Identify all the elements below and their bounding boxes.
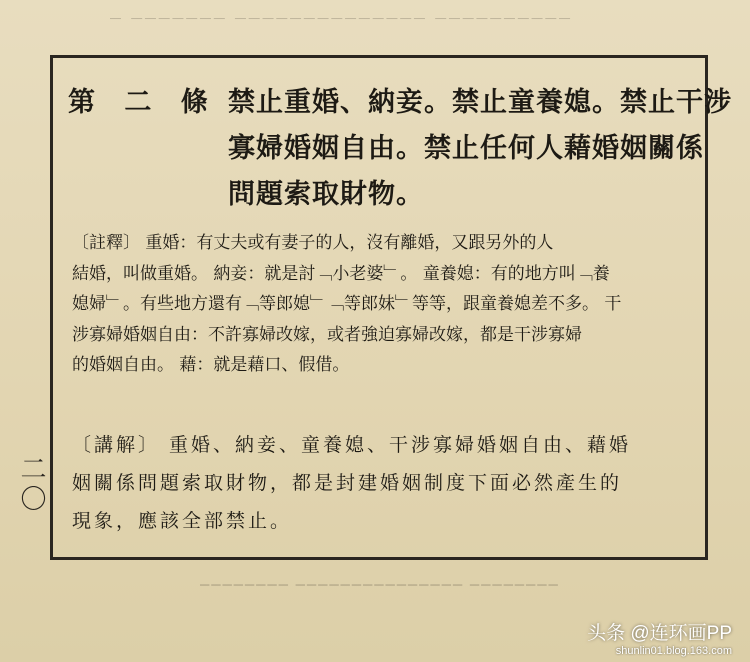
annotation-line: 的婚姻自由。 藉：就是藉口、假借。	[72, 355, 350, 375]
article-line: 寡婦婚姻自由。禁止任何人藉婚姻關係	[228, 133, 704, 164]
article-number: 第 二 條	[68, 87, 218, 118]
annotation-line: 媳婦﹂。有些地方還有﹁等郎媳﹂﹁等郎妹﹂等等，跟童養媳差不多。 干	[72, 294, 622, 314]
annotation-line: 結婚，叫做重婚。 納妾：就是討﹁小老婆﹂。 童養媳：有的地方叫﹁養	[72, 263, 610, 284]
article-text	[228, 80, 732, 218]
explanation-line: 現象，應該全部禁止。	[72, 510, 293, 532]
watermark-brand: 头条 @连环画PP	[587, 623, 732, 644]
annotation-line: 〔註釋〕 重婚：有丈夫或有妻子的人，沒有離婚，又跟另外的人	[72, 233, 554, 253]
annotation-line: 涉寡婦婚姻自由：不許寡婦改嫁，或者強迫寡婦改嫁，都是干涉寡婦	[72, 324, 582, 345]
watermark-url: shunlin01.blog.163.com	[615, 645, 732, 657]
bleed-through-text-bottom: ▁▁▁▁▁▁▁▁ ▁▁▁▁▁▁▁▁▁▁▁▁▁▁▁ ▁▁▁▁▁▁▁▁	[200, 572, 560, 586]
bleed-through-text-top: ▔ ▔▔▔▔▔▔▔ ▔▔▔▔▔▔▔▔▔▔▔▔▔▔ ▔▔▔▔▔▔▔▔▔▔	[110, 18, 573, 34]
page-number: 二〇	[16, 455, 46, 515]
explanation-line: 姻關係問題索取財物，都是封建婚姻制度下面必然產生的	[72, 472, 623, 494]
article-line: 禁止重婚、納妾。禁止童養媳。禁止干涉	[228, 87, 732, 118]
explanation-section	[72, 426, 702, 540]
annotation-section	[72, 228, 702, 381]
explanation-line: 〔講解〕 重婚、納妾、童養媳、干涉寡婦婚姻自由、藉婚	[72, 434, 632, 456]
article-line: 問題索取財物。	[228, 179, 424, 210]
